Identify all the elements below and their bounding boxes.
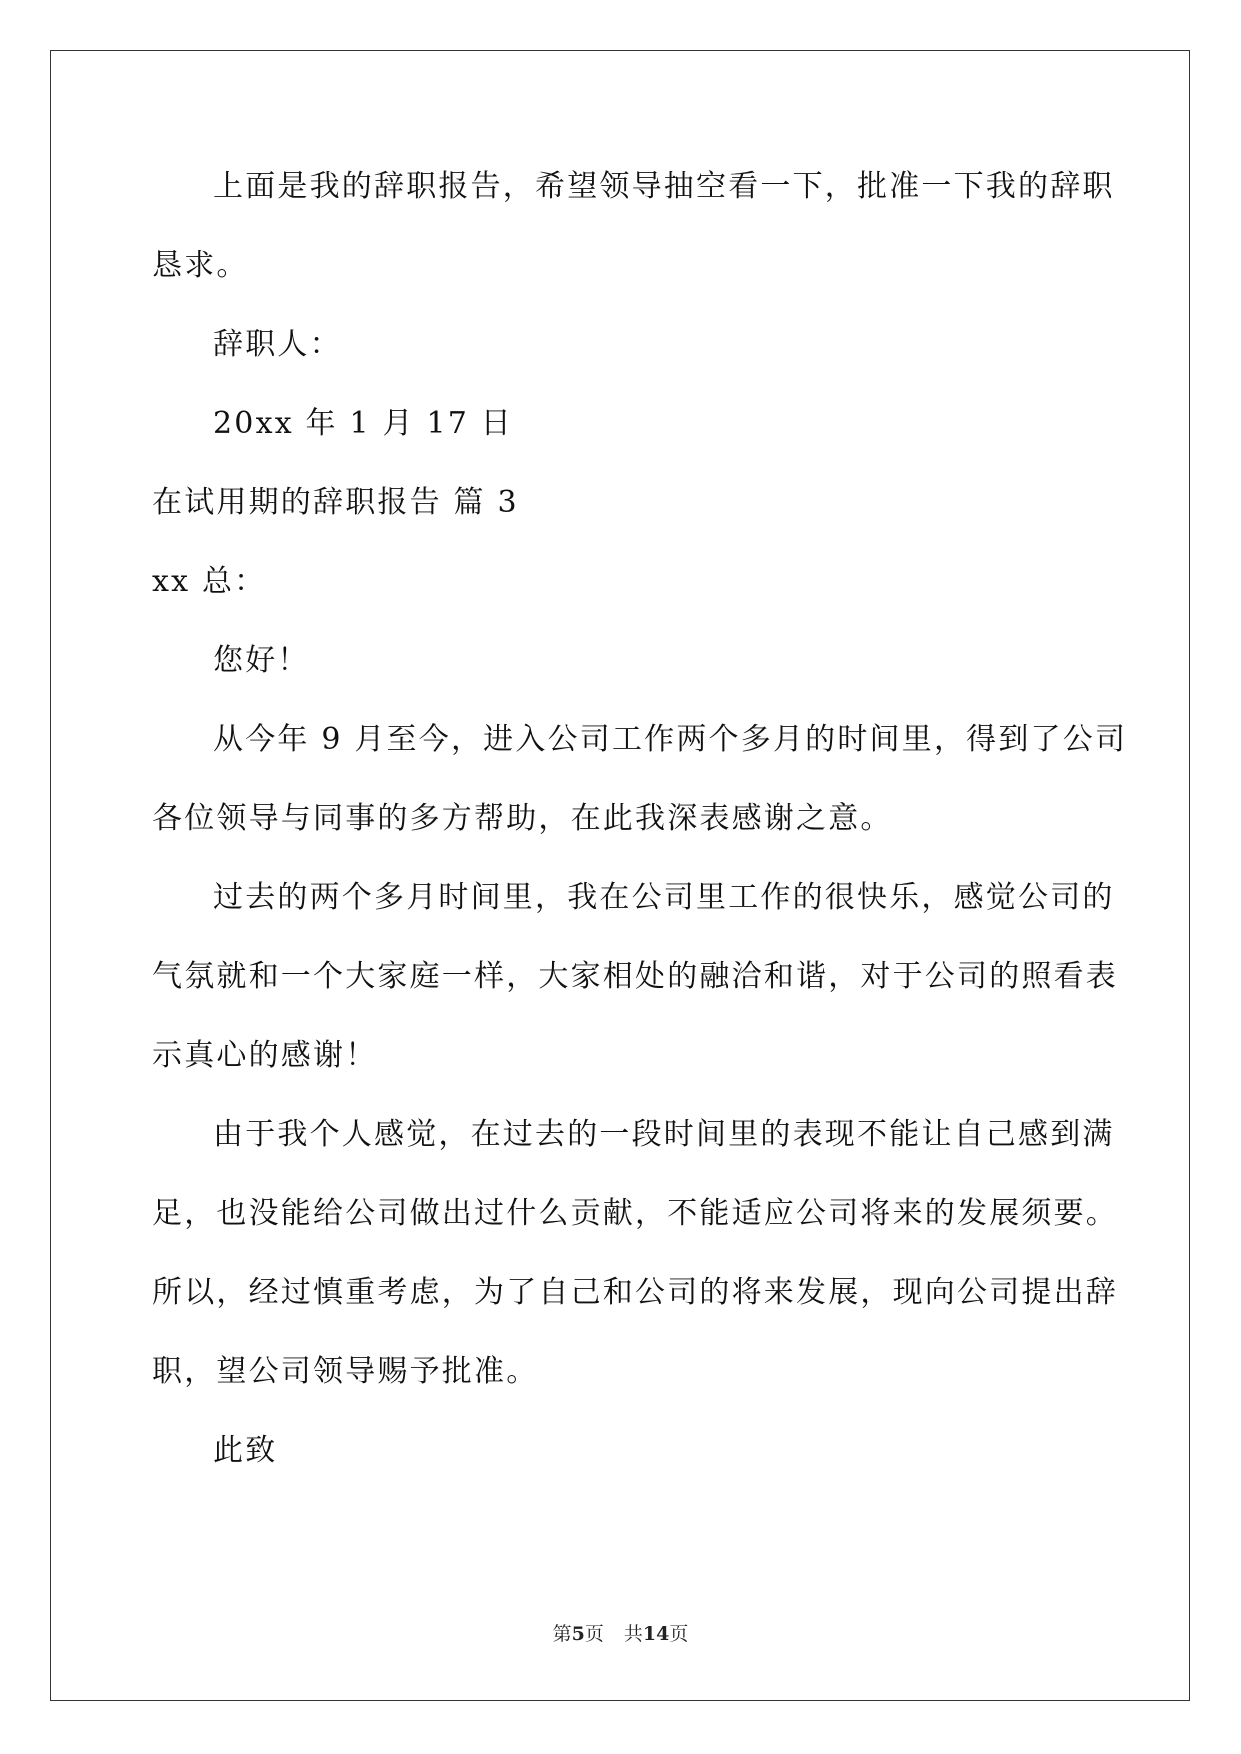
greeting: 您好！ — [213, 643, 310, 678]
footer-total-suffix: 页 — [669, 1623, 689, 1645]
footer-prefix: 第 — [552, 1623, 572, 1645]
text-line: 恳求。 — [152, 248, 249, 283]
current-page-number: 5 — [571, 1623, 585, 1645]
total-page-number: 14 — [642, 1623, 670, 1645]
text-line: 从今年 9 月至今，进入公司工作两个多月的时间里，得到了公司 — [213, 722, 1128, 757]
signature-label: 辞职人： — [213, 327, 342, 362]
text-line: 各位领导与同事的多方帮助，在此我深表感谢之意。 — [152, 801, 893, 836]
salutation: xx 总： — [152, 564, 267, 599]
text-line: 上面是我的辞职报告，希望领导抽空看一下，批准一下我的辞职 — [213, 169, 1115, 204]
footer-total-prefix: 共 — [623, 1623, 643, 1645]
page-footer — [0, 1619, 1241, 1646]
date-line: 20xx 年 1 月 17 日 — [213, 406, 513, 441]
text-line: 过去的两个多月时间里，我在公司里工作的很快乐，感觉公司的 — [213, 880, 1115, 915]
document-body — [152, 162, 1128, 1505]
footer-page-suffix: 页 — [584, 1623, 604, 1645]
text-line: 职，望公司领导赐予批准。 — [152, 1354, 539, 1389]
text-line: 由于我个人感觉，在过去的一段时间里的表现不能让自己感到满 — [213, 1117, 1115, 1152]
section-heading: 在试用期的辞职报告 篇 3 — [152, 485, 519, 520]
text-line: 示真心的感谢！ — [152, 1038, 378, 1073]
text-line: 气氛就和一个大家庭一样，大家相处的融洽和谐，对于公司的照看表 — [152, 959, 1118, 994]
closing-line: 此致 — [213, 1433, 278, 1468]
text-line: 足，也没能给公司做出过什么贡献，不能适应公司将来的发展须要。 — [152, 1196, 1118, 1231]
text-line: 所以，经过慎重考虑，为了自己和公司的将来发展，现向公司提出辞 — [152, 1275, 1118, 1310]
